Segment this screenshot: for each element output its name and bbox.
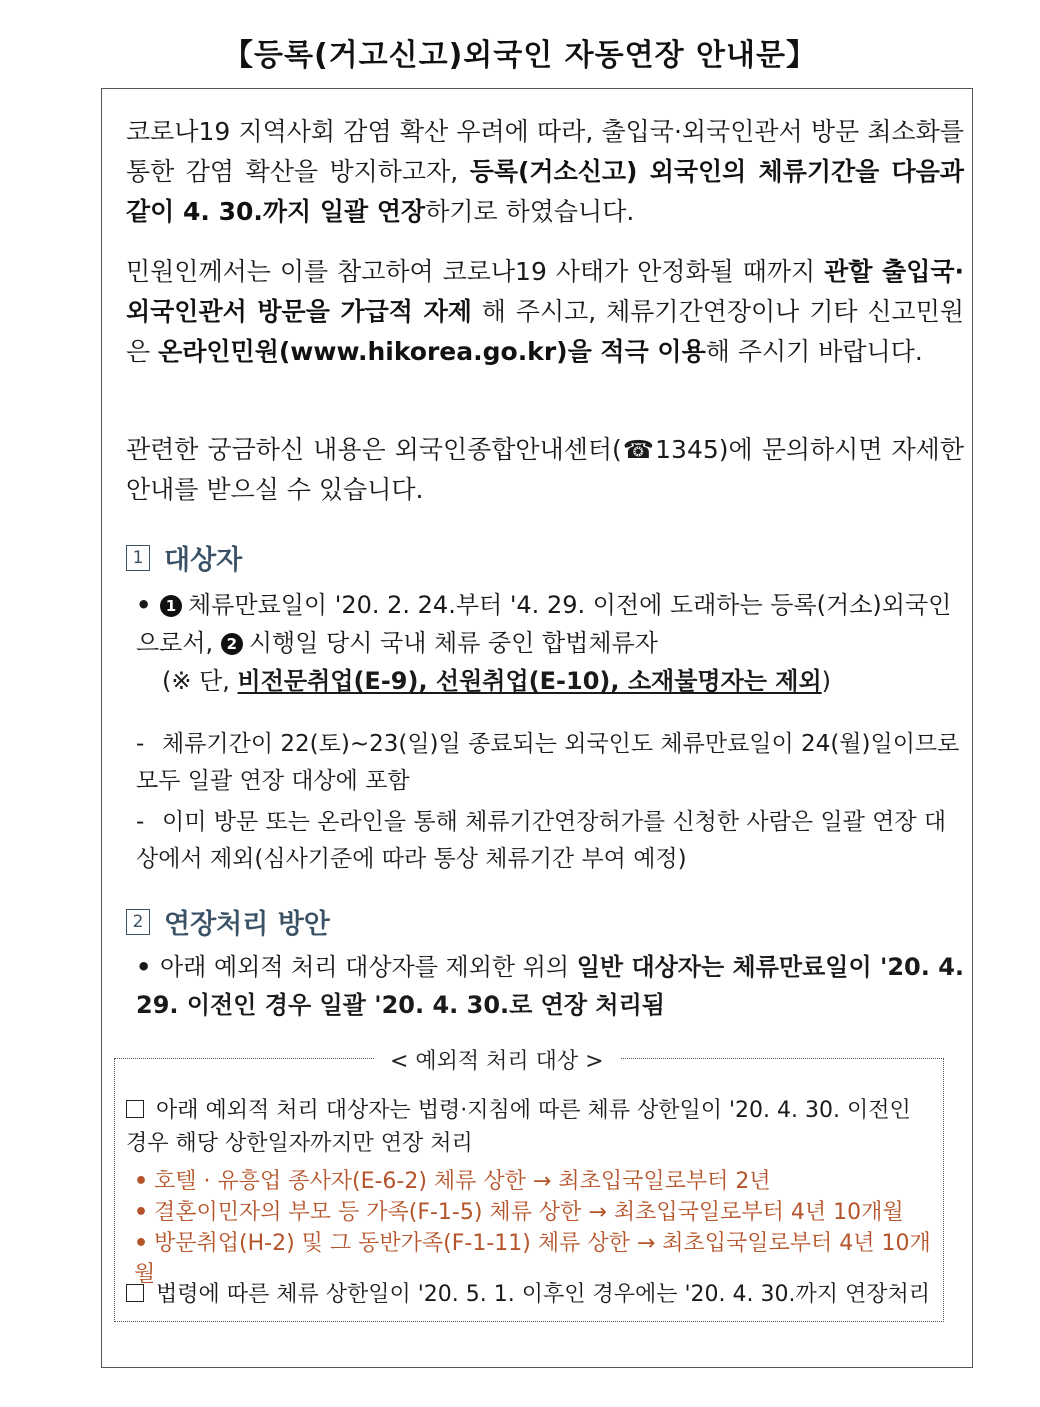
intro-p2-mid: 해 주시고, 체류기간연장이나 기타 신고민원은 (126, 297, 965, 366)
intro-p2-emphasis: 관할 출입국·외국인관서 방문을 가급적 자제 (126, 257, 964, 326)
circled-number-2-icon: 2 (221, 633, 243, 655)
intro-paragraph-1 (126, 112, 964, 232)
dash-marker: - (136, 731, 145, 757)
section-1-dash-1 (136, 726, 966, 800)
list-item (134, 1197, 934, 1228)
dash-2-text: 이미 방문 또는 온라인을 통해 체류기간연장허가를 신청한 사람은 일괄 연장 대상에서 제외(심사기준에 따라 통상 체류기간 부여 예정) (136, 809, 947, 872)
note-excluded-visas: 비전문취업(E-9), 선원취업(E-10), 소재불명자는 제외 (237, 667, 822, 695)
circled-number-1-icon: 1 (160, 595, 182, 617)
exception-line-1 (126, 1094, 936, 1160)
exclusion-note (136, 662, 966, 700)
exception-item-text: 호텔 · 유흥업 종사자(E-6-2) 체류 상한 → 최초입국일로부터 2년 (154, 1169, 771, 1194)
bullet-dot: • (134, 1231, 149, 1256)
section-2-title: 연장처리 방안 (164, 909, 330, 940)
list-item (134, 1166, 934, 1197)
exception-line-2-text: 법령에 따른 체류 상한일이 '20. 5. 1. 이후인 경우에는 '20. 4. 30.까지 연장처리 (156, 1282, 930, 1307)
exception-box-title: < 예외적 처리 대상 > (374, 1044, 620, 1075)
intro-p2-online-link: 온라인민원(www.hikorea.go.kr)을 적극 이용 (158, 337, 706, 366)
section-2-bullet (136, 948, 966, 1024)
exception-item-list (134, 1166, 934, 1290)
intro-paragraph-3: 관련한 궁금하신 내용은 외국인종합안내센터(☎1345)에 문의하시면 자세한 안내를 받으실 수 있습니다. (126, 435, 964, 504)
section-1-dash-2 (136, 804, 966, 878)
exception-item-text: 결혼이민자의 부모 등 가족(F-1-5) 체류 상한 → 최초입국일로부터 4년 10개월 (154, 1200, 904, 1225)
intro-p1-text: 코로나19 지역사회 감염 확산 우려에 따라, 출입국·외국인관서 방문 최소화를 통한 감염 확산을 방지하고자, (126, 117, 964, 186)
target-condition-1: 체류만료일이 '20. 2. 24.부터 '4. 29. 이전에 도래하는 등록(거소)외국인으로서, (136, 591, 952, 657)
note-open: (※ 단, (162, 667, 238, 695)
bullet-dot: • (134, 1169, 149, 1194)
intro-p2-tail: 해 주시기 바랍니다. (705, 337, 923, 366)
section-1-title: 대상자 (164, 545, 243, 576)
target-condition-2: 시행일 당시 국내 체류 중인 합법체류자 (248, 629, 658, 657)
section-1-bullet (136, 586, 966, 700)
checkbox-icon (126, 1100, 144, 1118)
bullet-dot: • (136, 591, 152, 619)
bullet-dot: • (134, 1200, 149, 1225)
dash-1-text: 체류기간이 22(토)~23(일)일 종료되는 외국인도 체류만료일이 24(월)일이므로 모두 일괄 연장 대상에 포함 (136, 731, 960, 794)
exception-item-text: 방문취업(H-2) 및 그 동반가족(F-1-11) 체류 상한 → 최초입국일로부터 4년 10개월 (134, 1231, 931, 1287)
bullet-dot: • (136, 953, 152, 981)
intro-p1-emphasis: 등록(거소신고) 외국인의 체류기간을 다음과 같이 4. 30.까지 일괄 연장 (126, 157, 964, 226)
checkbox-icon (126, 1284, 144, 1302)
intro-p2-text: 민원인께서는 이를 참고하여 코로나19 사태가 안정화될 때까지 (126, 257, 825, 286)
exception-line-1-text: 아래 예외적 처리 대상자는 법령·지침에 따른 체류 상한일이 '20. 4. 30. 이전인 경우 해당 상한일자까지만 연장 처리 (126, 1098, 911, 1156)
section-1-number: 1 (126, 545, 150, 571)
section-1-heading (126, 538, 242, 577)
page-title: 【등록(거고신고)외국인 자동연장 안내문】 (223, 38, 817, 73)
section-2-text: 아래 예외적 처리 대상자를 제외한 위의 (160, 953, 577, 981)
section-2-heading (126, 902, 330, 941)
section-2-emphasis: 일반 대상자는 체류만료일이 '20. 4. 29. 이전인 경우 일괄 '20. 4. 30.로 연장 처리됨 (136, 953, 965, 1019)
exception-line-2 (126, 1278, 936, 1311)
section-2-number: 2 (126, 909, 150, 935)
intro-p1-tail: 하기로 하였습니다. (425, 197, 635, 226)
dash-marker: - (136, 809, 145, 835)
intro-paragraph-2 (126, 252, 964, 372)
note-close: ) (821, 667, 832, 695)
